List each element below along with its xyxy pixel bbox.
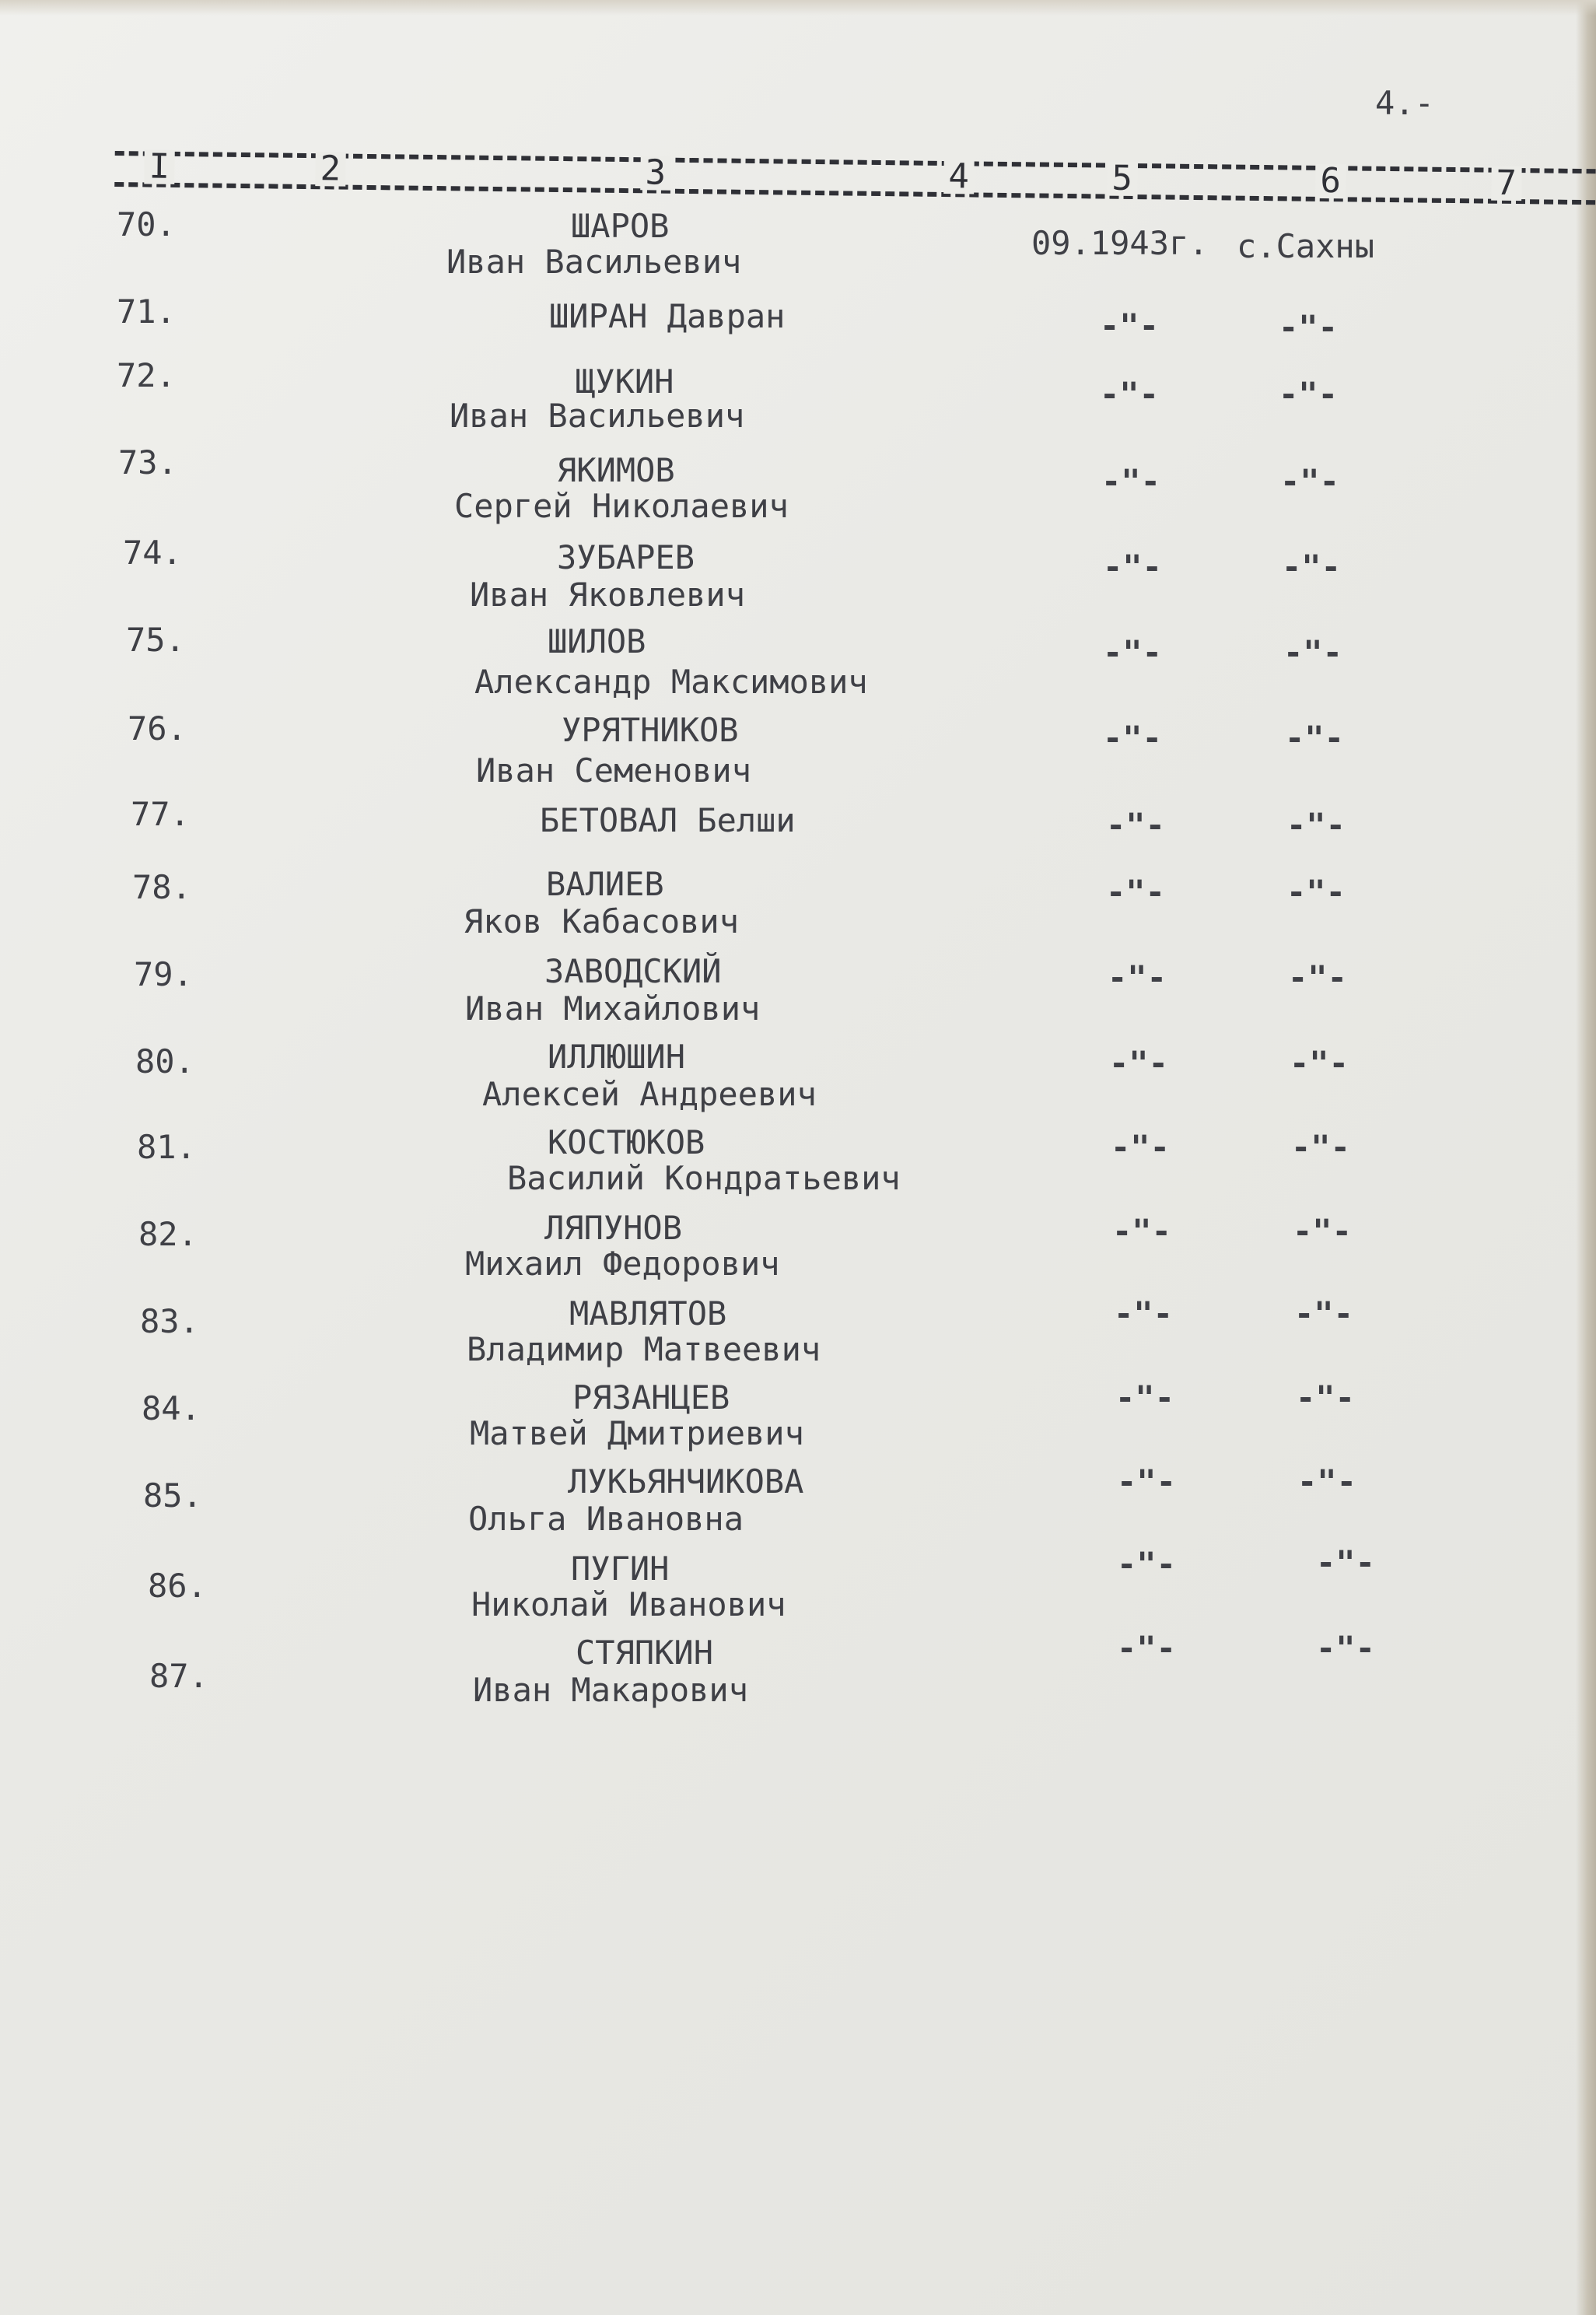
entry-place-ditto: -"-	[1285, 719, 1344, 757]
entry-number: 75.	[126, 621, 185, 659]
entry-date-ditto: -"-	[1103, 719, 1162, 757]
entry-date: 09.1943г.	[1031, 224, 1209, 262]
entry-surname: ЯКИМОВ	[557, 451, 675, 489]
entry-place-ditto: -"-	[1294, 1294, 1353, 1333]
entry-date-ditto: -"-	[1101, 462, 1160, 500]
entry-number: 78.	[132, 868, 191, 906]
entry-number: 77.	[131, 795, 190, 833]
entry-number: 82.	[138, 1215, 198, 1253]
entry-given-names: Михаил Федорович	[465, 1245, 780, 1283]
entry-date-ditto: -"-	[1115, 1378, 1174, 1417]
entry-place-ditto: -"-	[1279, 375, 1338, 413]
entry-given-names: Иван Васильевич	[446, 243, 742, 281]
column-number-1: I	[144, 149, 174, 184]
entry-surname: ШИРАН Давран	[549, 297, 786, 335]
entry-date-ditto: -"-	[1117, 1545, 1176, 1583]
entry-place-ditto: -"-	[1316, 1543, 1375, 1581]
entry-given-names: Иван Макарович	[473, 1671, 749, 1709]
entry-place-ditto: -"-	[1288, 958, 1347, 996]
entry-surname: РЯЗАНЦЕВ	[572, 1378, 730, 1417]
column-number-5: 5	[1107, 162, 1137, 196]
entry-surname: ЩУКИН	[576, 362, 674, 401]
entry-given-names: Василий Кондратьевич	[507, 1159, 901, 1197]
entry-date-ditto: -"-	[1112, 1212, 1171, 1250]
entry-surname: МАВЛЯТОВ	[569, 1294, 727, 1333]
entry-given-names: Сергей Николаевич	[454, 487, 789, 525]
entry-given-names: Ольга Ивановна	[468, 1500, 744, 1538]
entry-surname: УРЯТНИКОВ	[562, 711, 739, 749]
entry-number: 72.	[117, 356, 176, 394]
entry-place: с.Сахны	[1237, 227, 1375, 265]
entry-date-ditto: -"-	[1108, 958, 1167, 996]
entry-date-ditto: -"-	[1117, 1462, 1176, 1501]
entry-number: 87.	[149, 1657, 208, 1695]
entry-given-names: Иван Михайлович	[465, 989, 761, 1028]
entry-date-ditto: -"-	[1117, 1629, 1176, 1667]
entry-number: 84.	[142, 1389, 201, 1427]
entry-surname: БЕТОВАЛ Белши	[540, 801, 796, 839]
entry-surname: ЗУБАРЕВ	[557, 538, 695, 576]
entry-place-ditto: -"-	[1282, 548, 1341, 586]
entry-place-ditto: -"-	[1296, 1378, 1355, 1417]
entry-date-ditto: -"-	[1103, 633, 1162, 671]
entry-date-ditto: -"-	[1109, 1044, 1168, 1082]
entry-date-ditto: -"-	[1106, 873, 1165, 911]
entry-place-ditto: -"-	[1286, 873, 1346, 911]
entry-number: 74.	[123, 534, 182, 572]
entry-number: 83.	[140, 1302, 199, 1340]
entry-surname: ЛЯПУНОВ	[544, 1209, 683, 1247]
entry-surname: ЗАВОДСКИЙ	[544, 952, 722, 990]
entry-given-names: Иван Яковлевич	[470, 576, 746, 614]
column-number-4: 4	[943, 159, 974, 194]
page-number: 4.-	[1375, 84, 1434, 122]
entry-place-ditto: -"-	[1290, 1044, 1349, 1082]
entry-surname: ШАРОВ	[571, 207, 670, 245]
entry-given-names: Владимир Матвеевич	[467, 1330, 821, 1368]
column-header-row	[114, 137, 1596, 225]
entry-number: 85.	[143, 1476, 202, 1515]
entry-place-ditto: -"-	[1316, 1629, 1375, 1667]
entry-surname: ВАЛИЕВ	[546, 865, 664, 903]
column-number-3: 3	[640, 156, 670, 190]
entry-place-ditto: -"-	[1293, 1212, 1352, 1250]
entry-date-ditto: -"-	[1114, 1294, 1173, 1333]
entry-surname: СТЯПКИН	[576, 1634, 714, 1672]
entry-place-ditto: -"-	[1283, 633, 1342, 671]
entry-given-names: Иван Васильевич	[450, 397, 745, 435]
entry-place-ditto: -"-	[1286, 806, 1346, 844]
entry-number: 71.	[117, 292, 176, 331]
entry-surname: КОСТЮКОВ	[548, 1123, 705, 1161]
entry-surname: ИЛЛЮШИН	[548, 1038, 686, 1076]
column-number-6: 6	[1315, 164, 1346, 198]
entry-number: 80.	[135, 1042, 194, 1080]
column-number-7: 7	[1491, 166, 1521, 201]
entry-number: 86.	[148, 1567, 207, 1605]
entry-date-ditto: -"-	[1111, 1128, 1170, 1166]
entry-number: 76.	[128, 709, 187, 748]
entry-given-names: Иван Семенович	[476, 751, 752, 790]
entry-number: 70.	[117, 205, 176, 243]
entry-surname: ПУГИН	[571, 1550, 670, 1588]
entry-date-ditto: -"-	[1103, 548, 1162, 586]
entry-number: 73.	[118, 443, 177, 482]
entry-surname: ШИЛОВ	[548, 622, 646, 660]
entry-place-ditto: -"-	[1291, 1128, 1350, 1166]
entry-surname: ЛУКЬЯНЧИКОВА	[568, 1462, 804, 1501]
entry-place-ditto: -"-	[1279, 308, 1338, 346]
entry-given-names: Матвей Дмитриевич	[470, 1414, 804, 1452]
entry-date-ditto: -"-	[1100, 306, 1159, 345]
entry-given-names: Александр Максимович	[474, 663, 868, 701]
entry-date-ditto: -"-	[1106, 806, 1165, 844]
entry-given-names: Николай Иванович	[471, 1585, 786, 1623]
entry-date-ditto: -"-	[1100, 375, 1159, 413]
entry-number: 79.	[134, 955, 193, 993]
entry-place-ditto: -"-	[1297, 1462, 1356, 1501]
entry-given-names: Алексей Андреевич	[482, 1075, 817, 1113]
entry-place-ditto: -"-	[1280, 462, 1339, 500]
column-number-2: 2	[315, 152, 345, 186]
entry-given-names: Яков Кабасович	[464, 902, 740, 940]
entry-number: 81.	[137, 1128, 196, 1166]
